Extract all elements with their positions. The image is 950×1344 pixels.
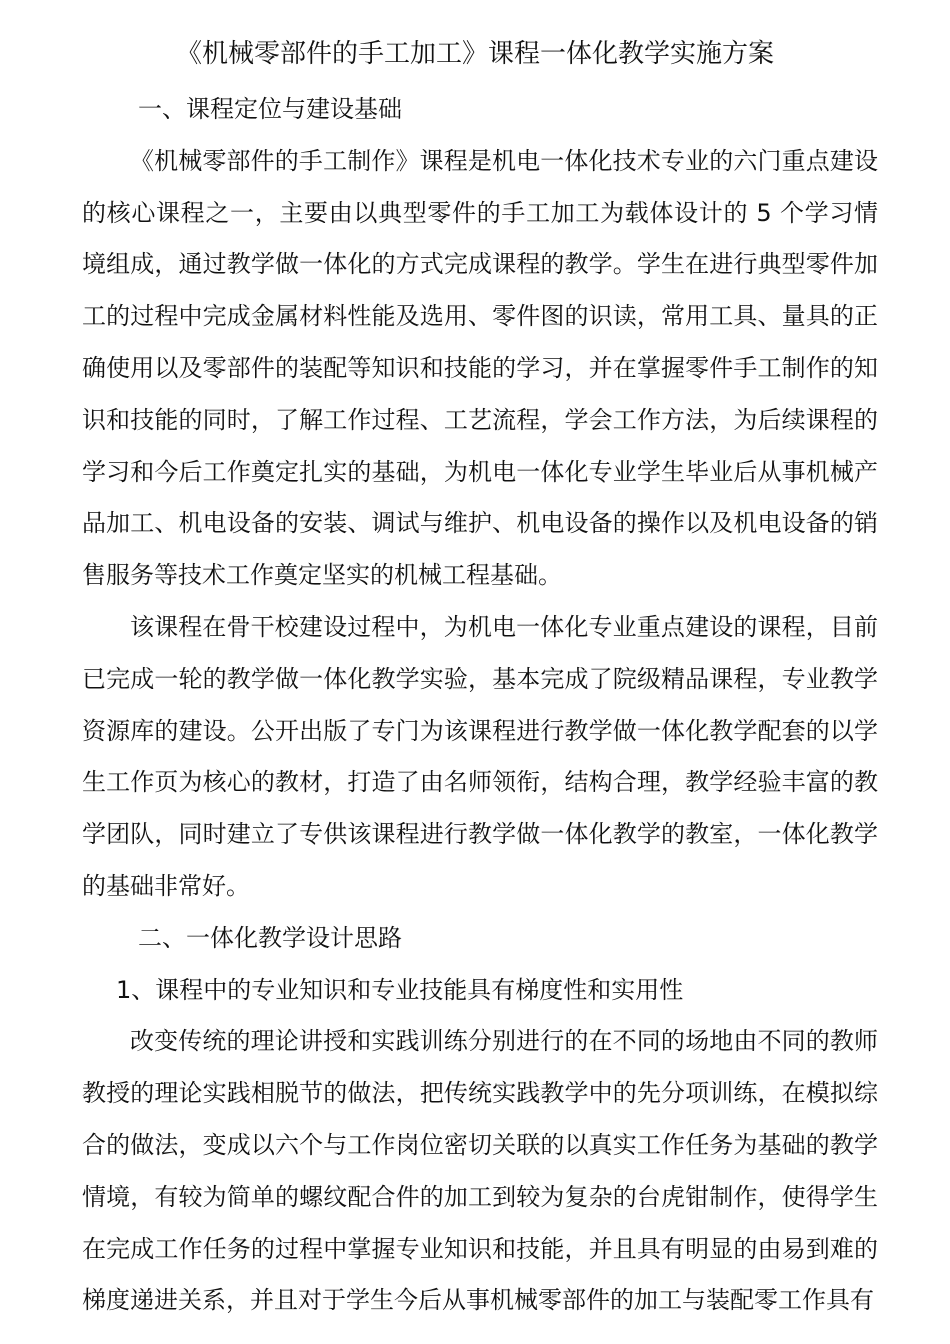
section-heading-2: 二、一体化教学设计思路	[138, 923, 402, 952]
document-title: 《机械零部件的手工加工》课程一体化教学实施方案	[175, 39, 774, 69]
paragraph: 该课程在骨干校建设过程中，为机电一体化专业重点建设的课程，目前已完成一轮的教学做一体化教学实验，基本完成了院级精品课程，专业教学资源库的建设。公开出版了专门为该课程进行教学做一体化教学配套的以学生工作页为核心的教材，打造了由名师领衔，结构合理，教学经验丰富的教学团队，同时建立了专供该课程进行教学做一体化教学的教室，一体化教学的基础非常好。	[82, 612, 878, 900]
paragraph: 改变传统的理论讲授和实践训练分别进行的在不同的场地由不同的教师教授的理论实践相脱节的做法，把传统实践教学中的先分项训练，在模拟综合的做法，变成以六个与工作岗位密切关联的以真实工作任务为基础的教学情境，有较为简单的螺纹配合件的加工到较为复杂的台虎钳制作，使得学生在完成工作任务的过程中掌握专业知识和技能，并且具有明显的由易到难的梯度递进关系，并且对于学生今后从事机械零部件的加工与装配零工作具有	[82, 1027, 878, 1315]
section-heading-1: 一、课程定位与建设基础	[138, 95, 402, 123]
document-body	[82, 84, 878, 1327]
subsection-heading-1: 1、课程中的专业知识和专业技能具有梯度性和实用性	[116, 975, 684, 1004]
paragraph: 《机械零部件的手工制作》课程是机电一体化技术专业的六门重点建设的核心课程之一，主要由以典型零件的手工加工为载体设计的 5 个学习情境组成，通过教学做一体化的方式完成课程的教学。学生在进行典型零件加工的过程中完成金属材料性能及选用、零件图的识读，常用工具、量具的正确使用以及零部件的装配等知识和技能的学习，并在掌握零件手工制作的知识和技能的同时，了解工作过程、工艺流程，学会工作方法，为后续课程的学习和今后工作奠定扎实的基础，为机电一体化专业学生毕业后从事机械产品加工、机电设备的安装、调试与维护、机电设备的操作以及机电设备的销售服务等技术工作奠定坚实的机械工程基础。	[82, 146, 878, 590]
